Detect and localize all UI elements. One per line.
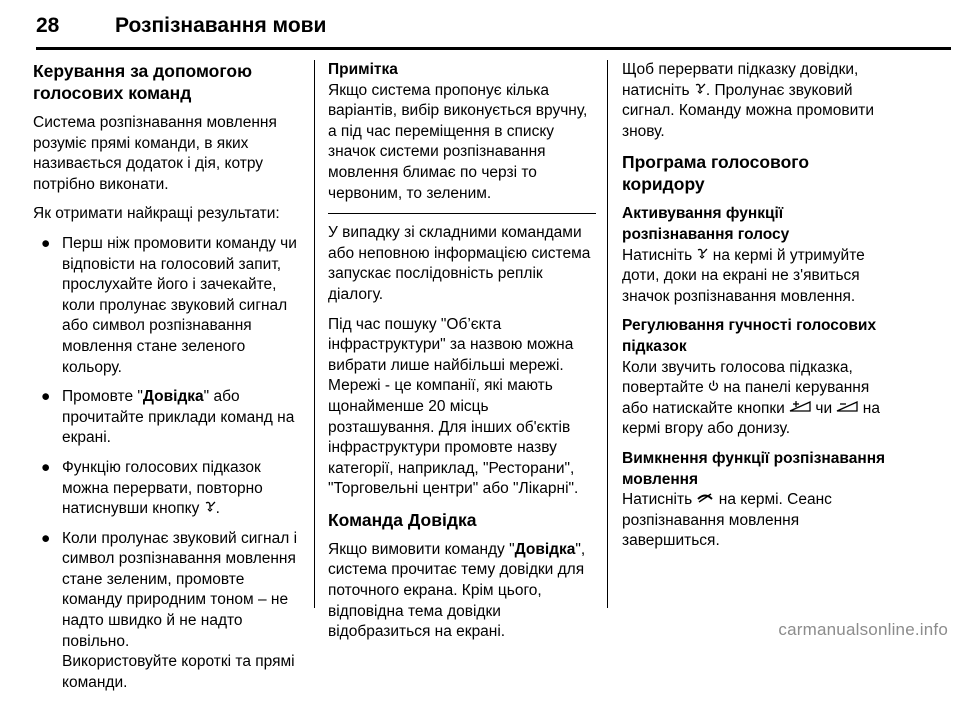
column-divider (314, 60, 315, 608)
paragraph-text: на кермі й утримуйте доти, доки на екрані не з'явиться значок розпізнавання мовлення. (622, 246, 865, 305)
bullet: ● (41, 458, 51, 476)
volume-down-icon (836, 401, 858, 417)
list-item-text: Коли пролунає звуковий сигнал і символ розпізнавання мовлення стане зеленим, промовте команду природним тоном – не надто швидко й не надто повільно. (62, 529, 298, 650)
section-heading: Команда Довідка (328, 509, 477, 530)
paragraph (622, 60, 894, 142)
page-number: 28 (36, 14, 60, 37)
subsection-heading: Регулювання гучності голосових підказок (622, 317, 877, 355)
command-keyword: Довідка (514, 540, 576, 558)
command-keyword: Довідка (142, 388, 204, 406)
paragraph-text: на панелі керування або натискайте кнопки (622, 379, 870, 417)
list-item-text: " або прочитайте приклади команд на екрані. (62, 388, 295, 447)
paragraph-text: на кермі вгору або донизу. (622, 399, 880, 438)
voice-command-icon (204, 501, 216, 517)
voice-command-icon (696, 248, 708, 264)
watermark: carmanualsonline.info (778, 620, 948, 639)
volume-up-icon (789, 401, 811, 417)
section-heading: Програма голосового коридору (622, 152, 810, 195)
paragraph: Як отримати найкращі результати: (33, 205, 280, 223)
subsection-heading: Вимкнення функції розпізнавання мовлення (622, 449, 886, 488)
note-box (328, 60, 596, 214)
paragraph-text: чи (811, 399, 837, 417)
paragraph-text: Натисніть (622, 246, 697, 264)
paragraph (622, 490, 894, 552)
list-item (33, 458, 303, 520)
list-item (33, 529, 303, 694)
paragraph-text: Щоб перервати підказку довідки, натисніть (622, 61, 859, 99)
page-title: Розпізнавання мови (115, 14, 327, 37)
paragraph: Під час пошуку "Об’єкта інфраструктури" за назвою можна вибрати лише найбільші мережі. Мережі - це компанії, які мають щонайменше 20 місць розташування. Для інших об'єктів інфраструктури промовте назву категорії, наприклад, "Ресторани", "Торговельні центри" або "Лікарні". (328, 315, 579, 498)
note-title: Примітка (328, 61, 398, 78)
column-2 (328, 60, 596, 652)
paragraph-text: . Пролунає звуковий сигнал. Команду можна промовити знову. (622, 81, 875, 140)
paragraph-text: Якщо вимовити команду " (328, 540, 515, 558)
header-rule (36, 47, 951, 50)
bullet: ● (41, 529, 51, 547)
paragraph-text: Коли звучить голосова підказка, повертайте (622, 358, 853, 397)
paragraph-text: Натисніть (622, 491, 697, 509)
column-divider (607, 60, 608, 608)
power-knob-icon (708, 380, 719, 396)
paragraph: Система розпізнавання мовлення розуміє прямі команди, в яких називається додаток і дія, котру потрібно виконати. (33, 114, 277, 193)
end-call-icon (696, 492, 714, 508)
voice-command-icon (694, 83, 706, 99)
paragraph (622, 358, 894, 440)
subsection-heading: Активування функції розпізнавання голосу (622, 205, 790, 243)
column-3 (622, 60, 894, 561)
paragraph (328, 540, 596, 643)
section-heading: Керування за допомогою голосових команд (33, 61, 253, 103)
paragraph-text: на кермі. Сеанс розпізнавання мовлення завершиться. (622, 491, 832, 550)
list-item (33, 234, 303, 378)
note-text: Якщо система пропонує кілька варіантів, вибір виконується вручну, а під час переміщення в списку значок системи розпізнавання мовлення блимає по черзі то червоним, то зеленим. (328, 81, 588, 202)
list-item-text: Перш ніж промовити команду чи відповісти на голосовий запит, прослухайте його і зачекайте, коли пролунає звуковий сигнал або символ розпізнавання мовлення стане зеленого кольору. (62, 234, 297, 376)
list-item-text: Промовте " (62, 388, 143, 406)
bullet: ● (41, 234, 51, 252)
bullet: ● (41, 388, 51, 406)
list-item-text: Функцію голосових підказок можна перервати, повторно натиснувши кнопку (62, 458, 263, 518)
tips-list (33, 234, 303, 693)
paragraph-text: ", система прочитає тему довідки для поточного екрана. Крім цього, відповідна тема довідки відобразиться на екрані. (328, 540, 586, 641)
paragraph: У випадку зі складними командами або неповною інформацією система запускає послідовність реплік діалогу. (328, 224, 591, 303)
list-item (33, 387, 303, 449)
paragraph (622, 246, 894, 308)
list-item-text: . (215, 500, 220, 518)
list-item-text: Використовуйте короткі та прямі команди. (62, 653, 295, 691)
column-1 (33, 60, 303, 702)
